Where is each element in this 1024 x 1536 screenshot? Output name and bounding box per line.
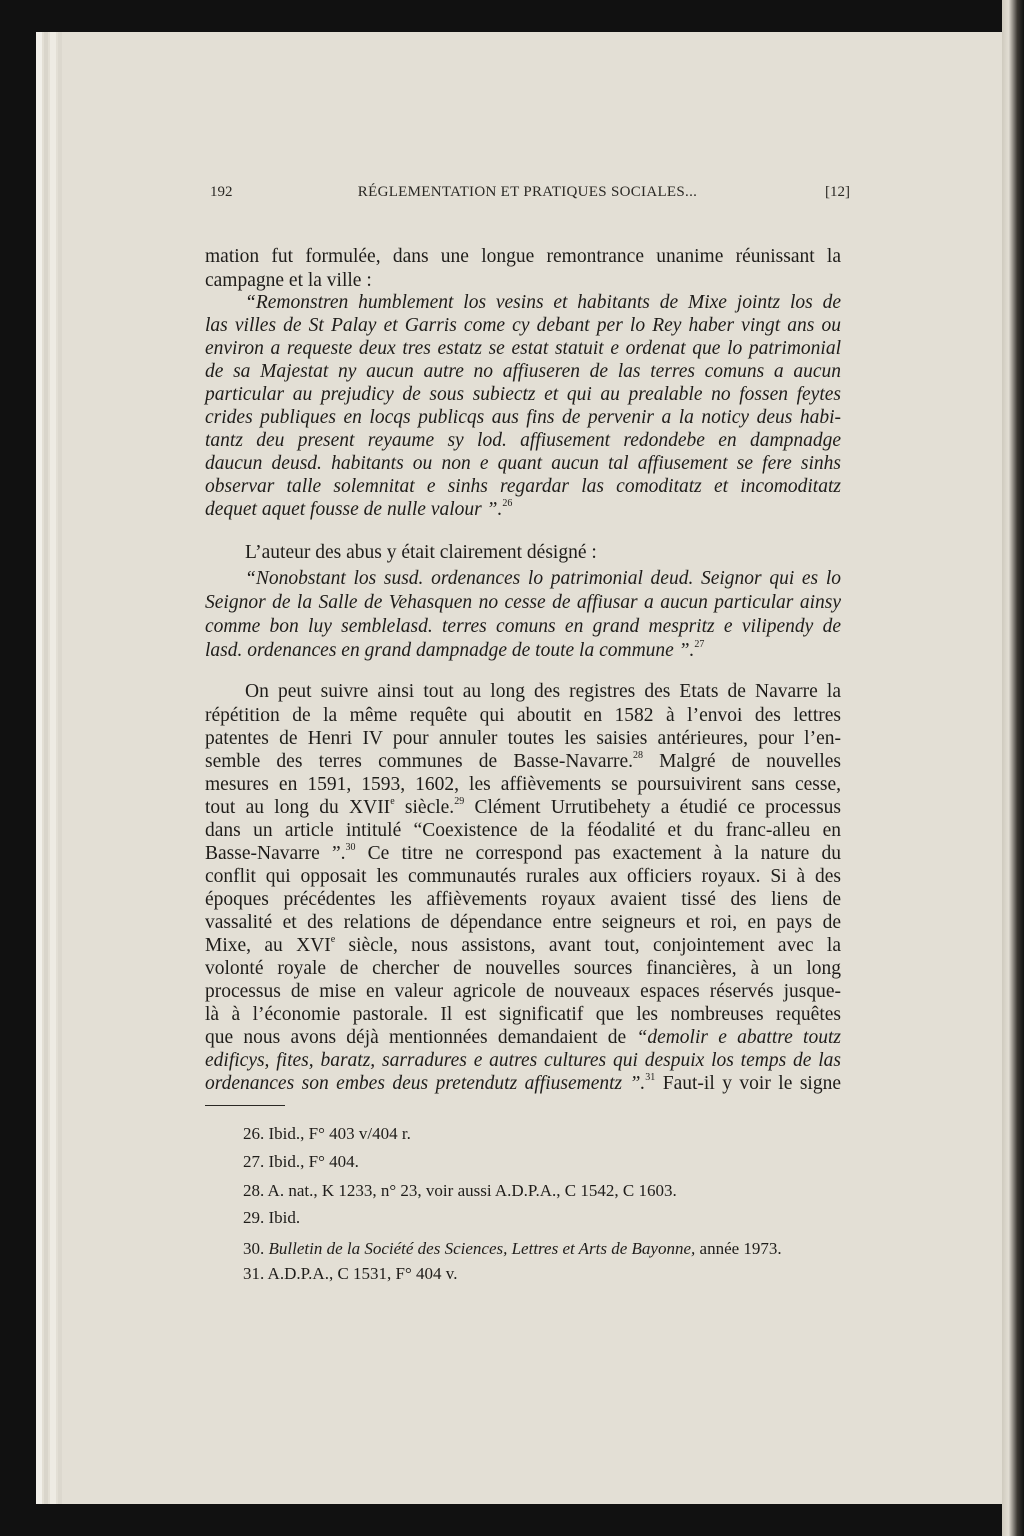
text-line <box>245 680 841 704</box>
text: Ce titre ne correspond pas exactement à la nature du <box>355 843 842 864</box>
text-line <box>205 888 841 912</box>
italic-text: tantz deu present reyaume sy lod. affiusement redondebe en dampnadge <box>205 430 841 451</box>
text: dans un article intitulé “Coexistence de la féodalité et du franc-alleu en <box>205 820 841 841</box>
text: Basse-Navarre ”. <box>205 843 346 864</box>
text-line <box>205 704 841 728</box>
italic-text: ordenances son embes deus pretendutz affiusementz ”. <box>205 1073 646 1094</box>
footnote-ref: e <box>390 796 395 807</box>
text-line <box>205 429 841 453</box>
text-line <box>205 475 841 499</box>
page-edge <box>44 32 48 1504</box>
text: 31. A.D.P.A., C 1531, F° 404 v. <box>243 1264 458 1283</box>
text-line <box>205 980 841 1004</box>
italic-text: “Nonobstant los susd. ordenances lo patrimonial deud. Seignor qui es lo <box>245 568 841 589</box>
text-line <box>205 314 841 338</box>
text: conflit qui opposait les communautés rurales aux officiers royaux. Si à des <box>205 866 841 887</box>
text-line <box>205 957 841 981</box>
italic-text: las villes de St Palay et Garris come cy debant per lo Rey haber vingt ans ou <box>205 315 841 336</box>
text-line <box>205 360 841 384</box>
italic-text: observar talle solemnitat e sinhs regardar las comoditatz et incomoditatz <box>205 476 841 497</box>
italic-text: daucun deusd. habitants ou non e quant aucun tal affiusement se fere sinhs <box>205 453 841 474</box>
text-line <box>205 865 841 889</box>
text-line <box>205 498 841 522</box>
running-header <box>205 180 850 204</box>
text-line <box>205 1049 841 1073</box>
text: Mixe, au XVI <box>205 935 331 956</box>
text-line <box>205 727 841 751</box>
book-gutter <box>1002 0 1024 1536</box>
section-number: [12] <box>825 184 850 200</box>
footnote <box>243 1207 300 1229</box>
text-line <box>205 750 841 774</box>
text-line <box>205 911 841 935</box>
footnote-ref: 28 <box>633 750 643 761</box>
text-line <box>205 1072 841 1096</box>
footnote-ref: 27 <box>694 639 705 650</box>
page-edge <box>36 32 42 1504</box>
text-line <box>205 1026 841 1050</box>
text-line <box>205 245 841 269</box>
text: patentes de Henri IV pour annuler toutes les saisies antérieures, pour l’en- <box>205 728 841 749</box>
text-line <box>205 591 841 615</box>
text: époques précédentes les affièvements royaux avaient tissé des liens de <box>205 889 841 910</box>
text-line <box>205 452 841 476</box>
text: vassalité et des relations de dépendance entre seigneurs et roi, en pays de <box>205 912 841 933</box>
italic-text: lasd. ordenances en grand dampnadge de toute la commune ”. <box>205 640 695 661</box>
italic-text: crides publiques en locqs publicqs aus fins de pervenir a la noticy deus habi- <box>205 407 841 428</box>
italic-text: “Remonstren humblement los vesins et habitants de Mixe jointz los de <box>245 292 841 313</box>
text: mation fut formulée, dans une longue remontrance unanime réunissant la <box>205 246 841 267</box>
text: processus de mise en valeur agricole de nouveaux espaces réservés jusque- <box>205 981 841 1002</box>
text: siècle, nous assistons, avant tout, conjointement avec la <box>335 935 841 956</box>
italic-text: particular au prejudicy de sous subiectz et qui au prealable no fossen feytes <box>205 384 841 405</box>
text: répétition de la même requête qui aboutit en 1582 à l’envoi des lettres <box>205 705 841 726</box>
text: tout au long du XVII <box>205 797 391 818</box>
italic-text: de sa Majestat ny aucun autre no affiuseren de las terres comuns a aucun <box>205 361 841 382</box>
text: là à l’économie pastorale. Il est significatif que les nombreuses requêtes <box>205 1004 841 1025</box>
text-line <box>205 269 841 293</box>
text-line <box>205 819 841 843</box>
text: volonté royale de chercher de nouvelles sources financières, à un long <box>205 958 841 979</box>
text-line <box>205 934 841 958</box>
text-line <box>205 842 841 866</box>
italic-text: comme bon luy semblelasd. terres comuns en grand mespritz e vilipendy de <box>205 616 841 637</box>
running-title: RÉGLEMENTATION ET PRATIQUES SOCIALES... <box>357 184 698 200</box>
text: année 1973. <box>695 1239 782 1258</box>
italic-text: “demolir e abattre toutz <box>636 1027 841 1048</box>
footnote-ref: 26 <box>502 498 513 509</box>
text-line <box>245 291 841 315</box>
text-line <box>205 1003 841 1027</box>
footnote <box>243 1123 411 1145</box>
page-edge <box>58 32 62 1504</box>
italic-text: dequet aquet fousse de nulle valour ”. <box>205 499 503 520</box>
text: 29. Ibid. <box>243 1208 301 1227</box>
text: 30. <box>243 1239 269 1258</box>
text: 26. Ibid., F° 403 v/404 r. <box>243 1124 411 1143</box>
text: Faut-il y voir le signe <box>655 1073 841 1094</box>
footnote-ref: e <box>330 934 336 945</box>
footnote <box>243 1151 359 1173</box>
text: siècle. <box>394 797 455 818</box>
text-line <box>245 541 841 565</box>
footnote-ref: 30 <box>345 842 356 853</box>
text: 27. Ibid., F° 404. <box>243 1152 359 1171</box>
italic-text: Seignor de la Salle de Vehasquen no cesse de affiusar a aucun particular ainsy <box>205 592 841 613</box>
footnote <box>243 1238 782 1260</box>
text: Malgré de nouvelles <box>643 751 841 772</box>
footnote-rule <box>205 1105 285 1106</box>
text-line <box>205 639 841 663</box>
text-line <box>205 615 841 639</box>
page-edge <box>50 32 56 1504</box>
footnote-ref: 29 <box>454 796 465 807</box>
page-number: 192 <box>210 184 233 200</box>
text-line <box>205 406 841 430</box>
text: campagne et la ville : <box>205 270 372 291</box>
italic-text: environ a requeste deux tres estatz se estat statuit e ordenat que lo patrimonial <box>205 338 841 359</box>
text-line <box>205 773 841 797</box>
text: semble des terres communes de Basse-Navarre. <box>205 751 633 772</box>
text: que nous avons déjà mentionnées demandaient de <box>205 1027 637 1048</box>
text-line <box>205 383 841 407</box>
text-line <box>205 337 841 361</box>
text: mesures en 1591, 1593, 1602, les affièvements se poursuivirent sans cesse, <box>205 774 841 795</box>
italic-text: edificys, fites, baratz, sarradures e autres cultures qui despuix los temps de las <box>205 1050 841 1071</box>
footnote <box>243 1263 457 1285</box>
footnote <box>243 1180 677 1202</box>
footnote-ref: 31 <box>645 1072 656 1083</box>
text: 28. A. nat., K 1233, n° 23, voir aussi A.D.P.A., C 1542, C 1603. <box>243 1181 677 1200</box>
italic-text: Bulletin de la Société des Sciences, Lettres et Arts de Bayonne, <box>268 1239 696 1258</box>
text: L’auteur des abus y était clairement désigné : <box>245 542 597 563</box>
text-line <box>245 567 841 591</box>
text-line <box>205 796 841 820</box>
text: Clément Urrutibehety a étudié ce processus <box>464 797 841 818</box>
text: On peut suivre ainsi tout au long des registres des Etats de Navarre la <box>245 681 841 702</box>
